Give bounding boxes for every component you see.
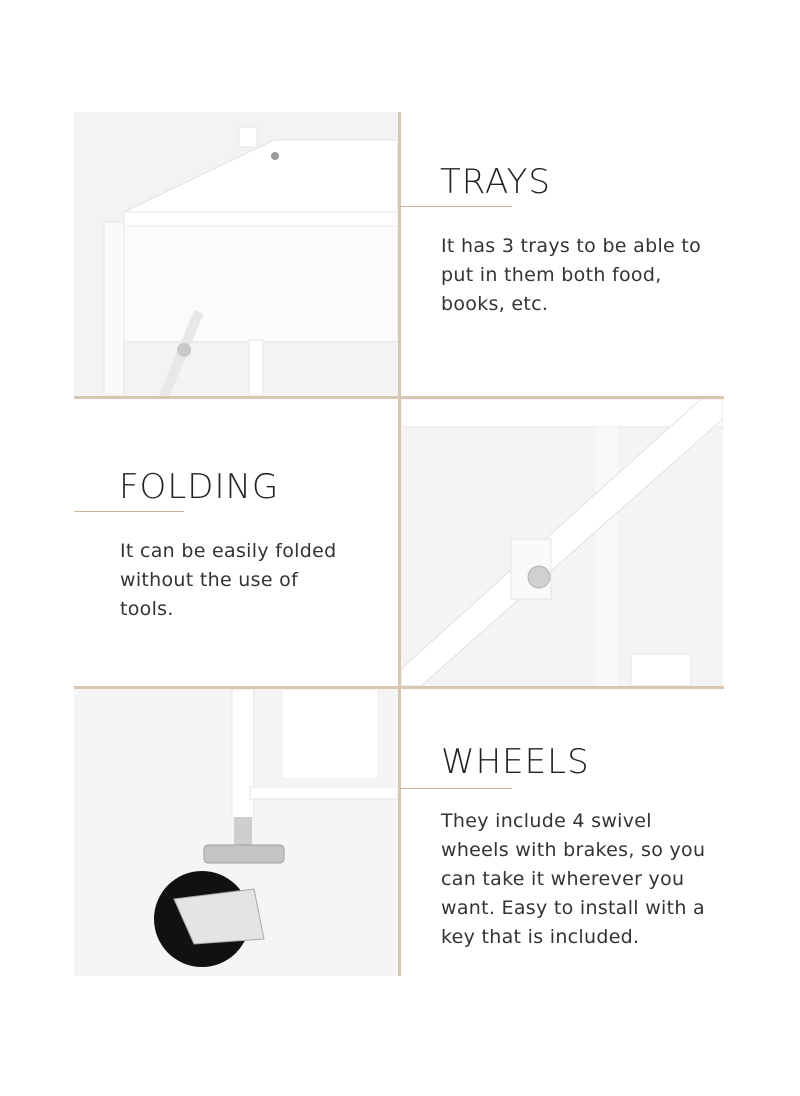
wheel-photo [74, 689, 398, 976]
trays-description [441, 232, 731, 319]
trays-description-line: books, etc. [441, 293, 549, 315]
wheels-description-line: key that is included. [441, 926, 640, 948]
wheels-description [441, 807, 741, 952]
folding-underline [74, 511, 184, 512]
trays-description-line: It has 3 trays to be able to [441, 235, 702, 257]
wheels-description-line: can take it wherever you [441, 868, 685, 890]
folding-description-line: tools. [120, 598, 174, 620]
folding-hinge-photo [401, 399, 723, 686]
folding-description-line: It can be easily folded [120, 540, 337, 562]
trays-underline [400, 206, 512, 207]
wheels-description-line: They include 4 swivel [441, 810, 652, 832]
folding-heading: FOLDING [119, 467, 280, 507]
trays-description-line: put in them both food, [441, 264, 662, 286]
trays-photo [74, 112, 398, 396]
wheels-heading: WHEELS [441, 742, 590, 782]
folding-description [120, 537, 390, 624]
folding-description-line: without the use of [120, 569, 299, 591]
wheels-description-line: wheels with brakes, so you [441, 839, 706, 861]
trays-heading: TRAYS [440, 162, 551, 202]
wheels-description-line: want. Easy to install with a [441, 897, 705, 919]
wheels-underline [400, 788, 512, 789]
